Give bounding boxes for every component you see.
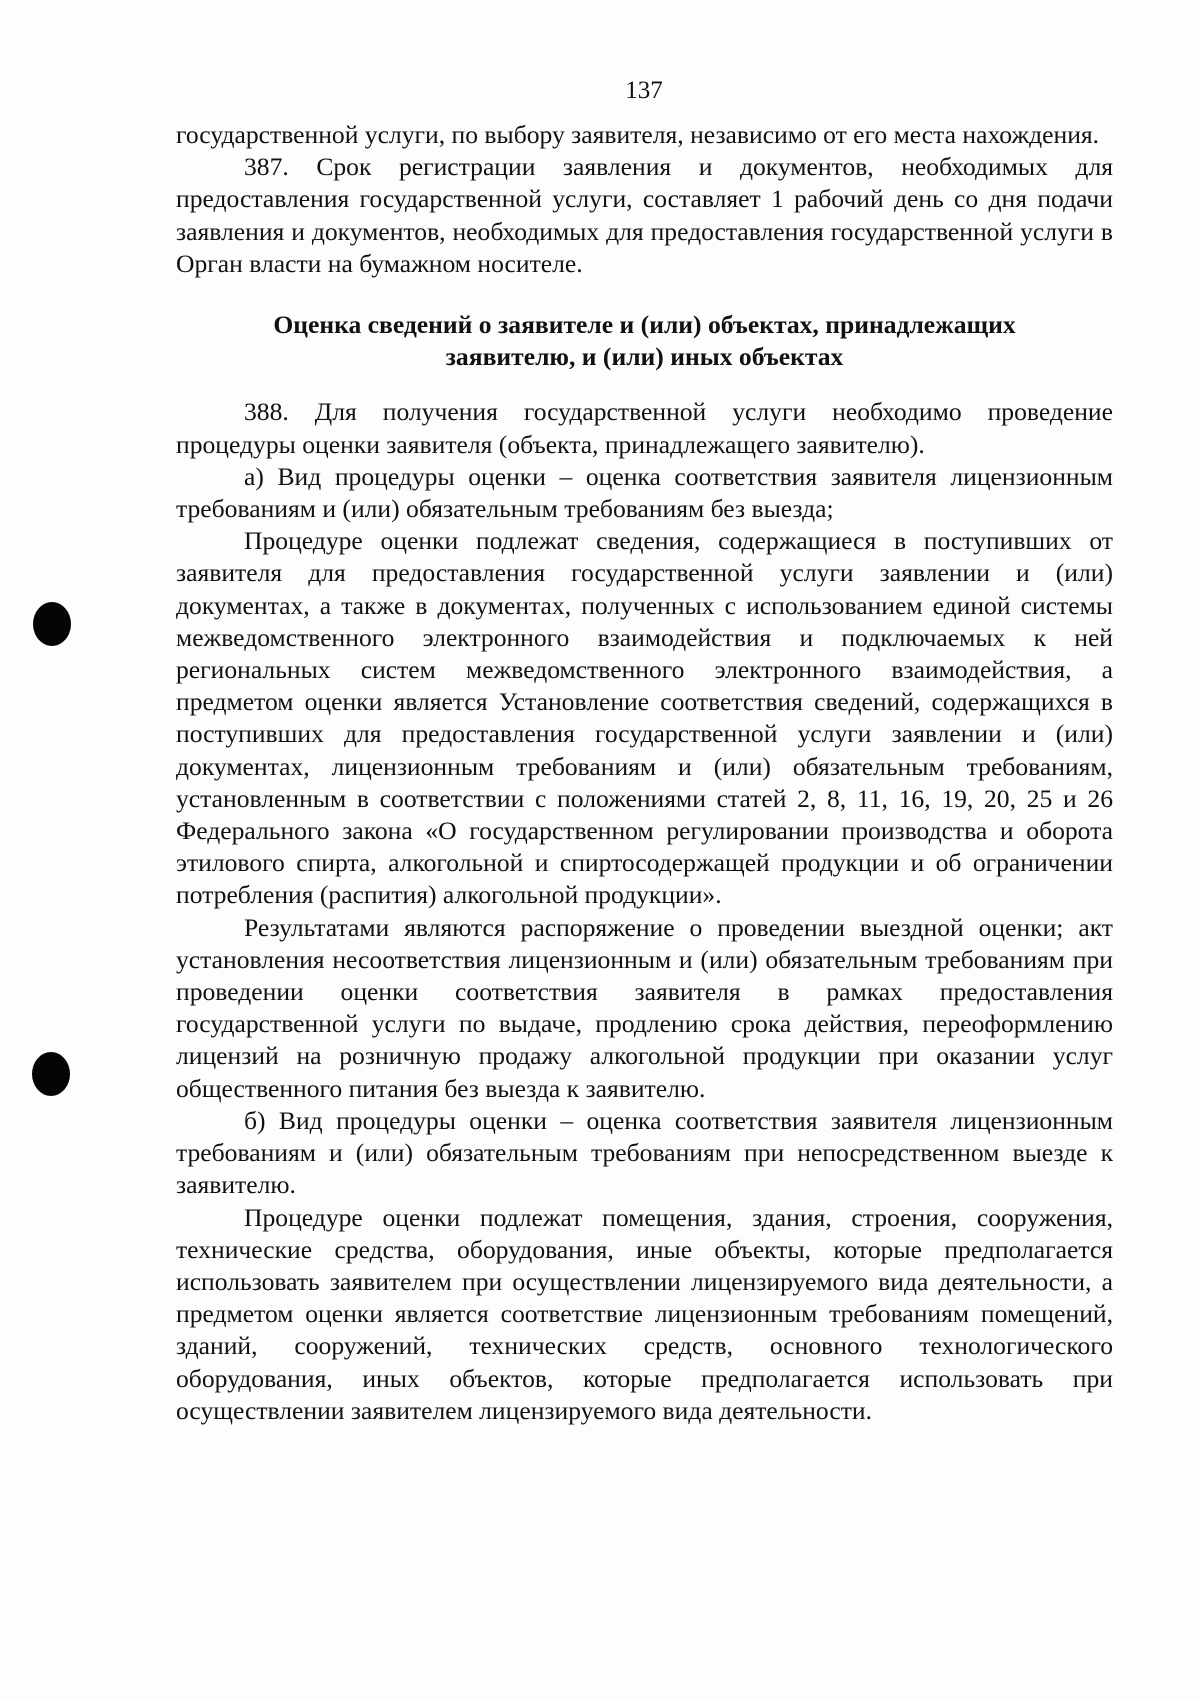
paragraph-388: 388. Для получения государственной услуги необходимо проведение процедуры оценки заявителя (объекта, принадлежащего заявителю). [176,397,1113,459]
paragraph-item-b-subject: Процедуре оценки подлежат помещения, здания, строения, сооружения, технические средства, оборудования, иные объекты, которые предполагается использовать заявителем при осуществлении лицензируемого вида деятельности, а предметом оценки является соответствие лицензионным требованиям помещений, зданий, сооружений, технических средств, основного технологического оборудования, иных объектов, которые предполагается использовать при осуществлении заявителем лицензируемого вида деятельности. [176,1202,1113,1425]
section-heading-line-2: заявителю, и (или) иных объектах [445,342,844,372]
section-heading-line-1: Оценка сведений о заявителе и (или) объектах, принадлежащих [273,310,1016,340]
paragraph-continuation: государственной услуги, по выбору заявителя, независимо от его места нахождения. [176,120,1100,149]
punch-hole [33,602,71,646]
punch-hole [32,1052,70,1096]
paragraph-item-a: а) Вид процедуры оценки – оценка соответствия заявителя лицензионным требованиям и (или) обязательным требованиям без выезда; [176,461,1113,524]
paragraph-387: 387. Срок регистрации заявления и документов, необходимых для предоставления государственной услуги, составляет 1 рабочий день со дня подачи заявления и документов, необходимых для предоставления государственной услуги в Орган власти на бумажном носителе. [176,152,1113,278]
paragraph-item-b: б) Вид процедуры оценки – оценка соответствия заявителя лицензионным требованиям и (или) обязательным требованиям при непосредственном выезде к заявителю. [176,1105,1113,1200]
section-heading [176,309,1113,373]
document-body [176,119,1113,1427]
paragraph-item-a-results: Результатами являются распоряжение о проведении выездной оценки; акт установления несоответствия лицензионным и (или) обязательным требованиям при проведении оценки соответствия заявителя в рамках предоставления государственной услуги по выдаче, продлению срока действия, переоформлению лицензий на розничную продажу алкогольной продукции при оказании услуг общественного питания без выезда к заявителю. [176,912,1113,1103]
page-number: 137 [625,77,663,104]
paragraph-item-a-subject: Процедуре оценки подлежат сведения, содержащиеся в поступивших от заявителя для предоставления государственной услуги заявлении и (или) документах, а также в документах, полученных с использованием единой системы межведомственного электронного взаимодействия и подключаемых к ней региональных систем межведомственного электронного взаимодействия, а предметом оценки является Установление соответствия сведений, содержащихся в поступивших для предоставления государственной услуги заявлении и (или) документах, лицензионным требованиям и (или) обязательным требованиям, установленным в соответствии с положениями статей 2, 8, 11, 16, 19, 20, 25 и 26 Федерального закона «О государственном регулировании производства и оборота этилового спирта, алкогольной и спиртосодержащей продукции и об ограничении потребления (распития) алкогольной продукции». [176,526,1113,910]
